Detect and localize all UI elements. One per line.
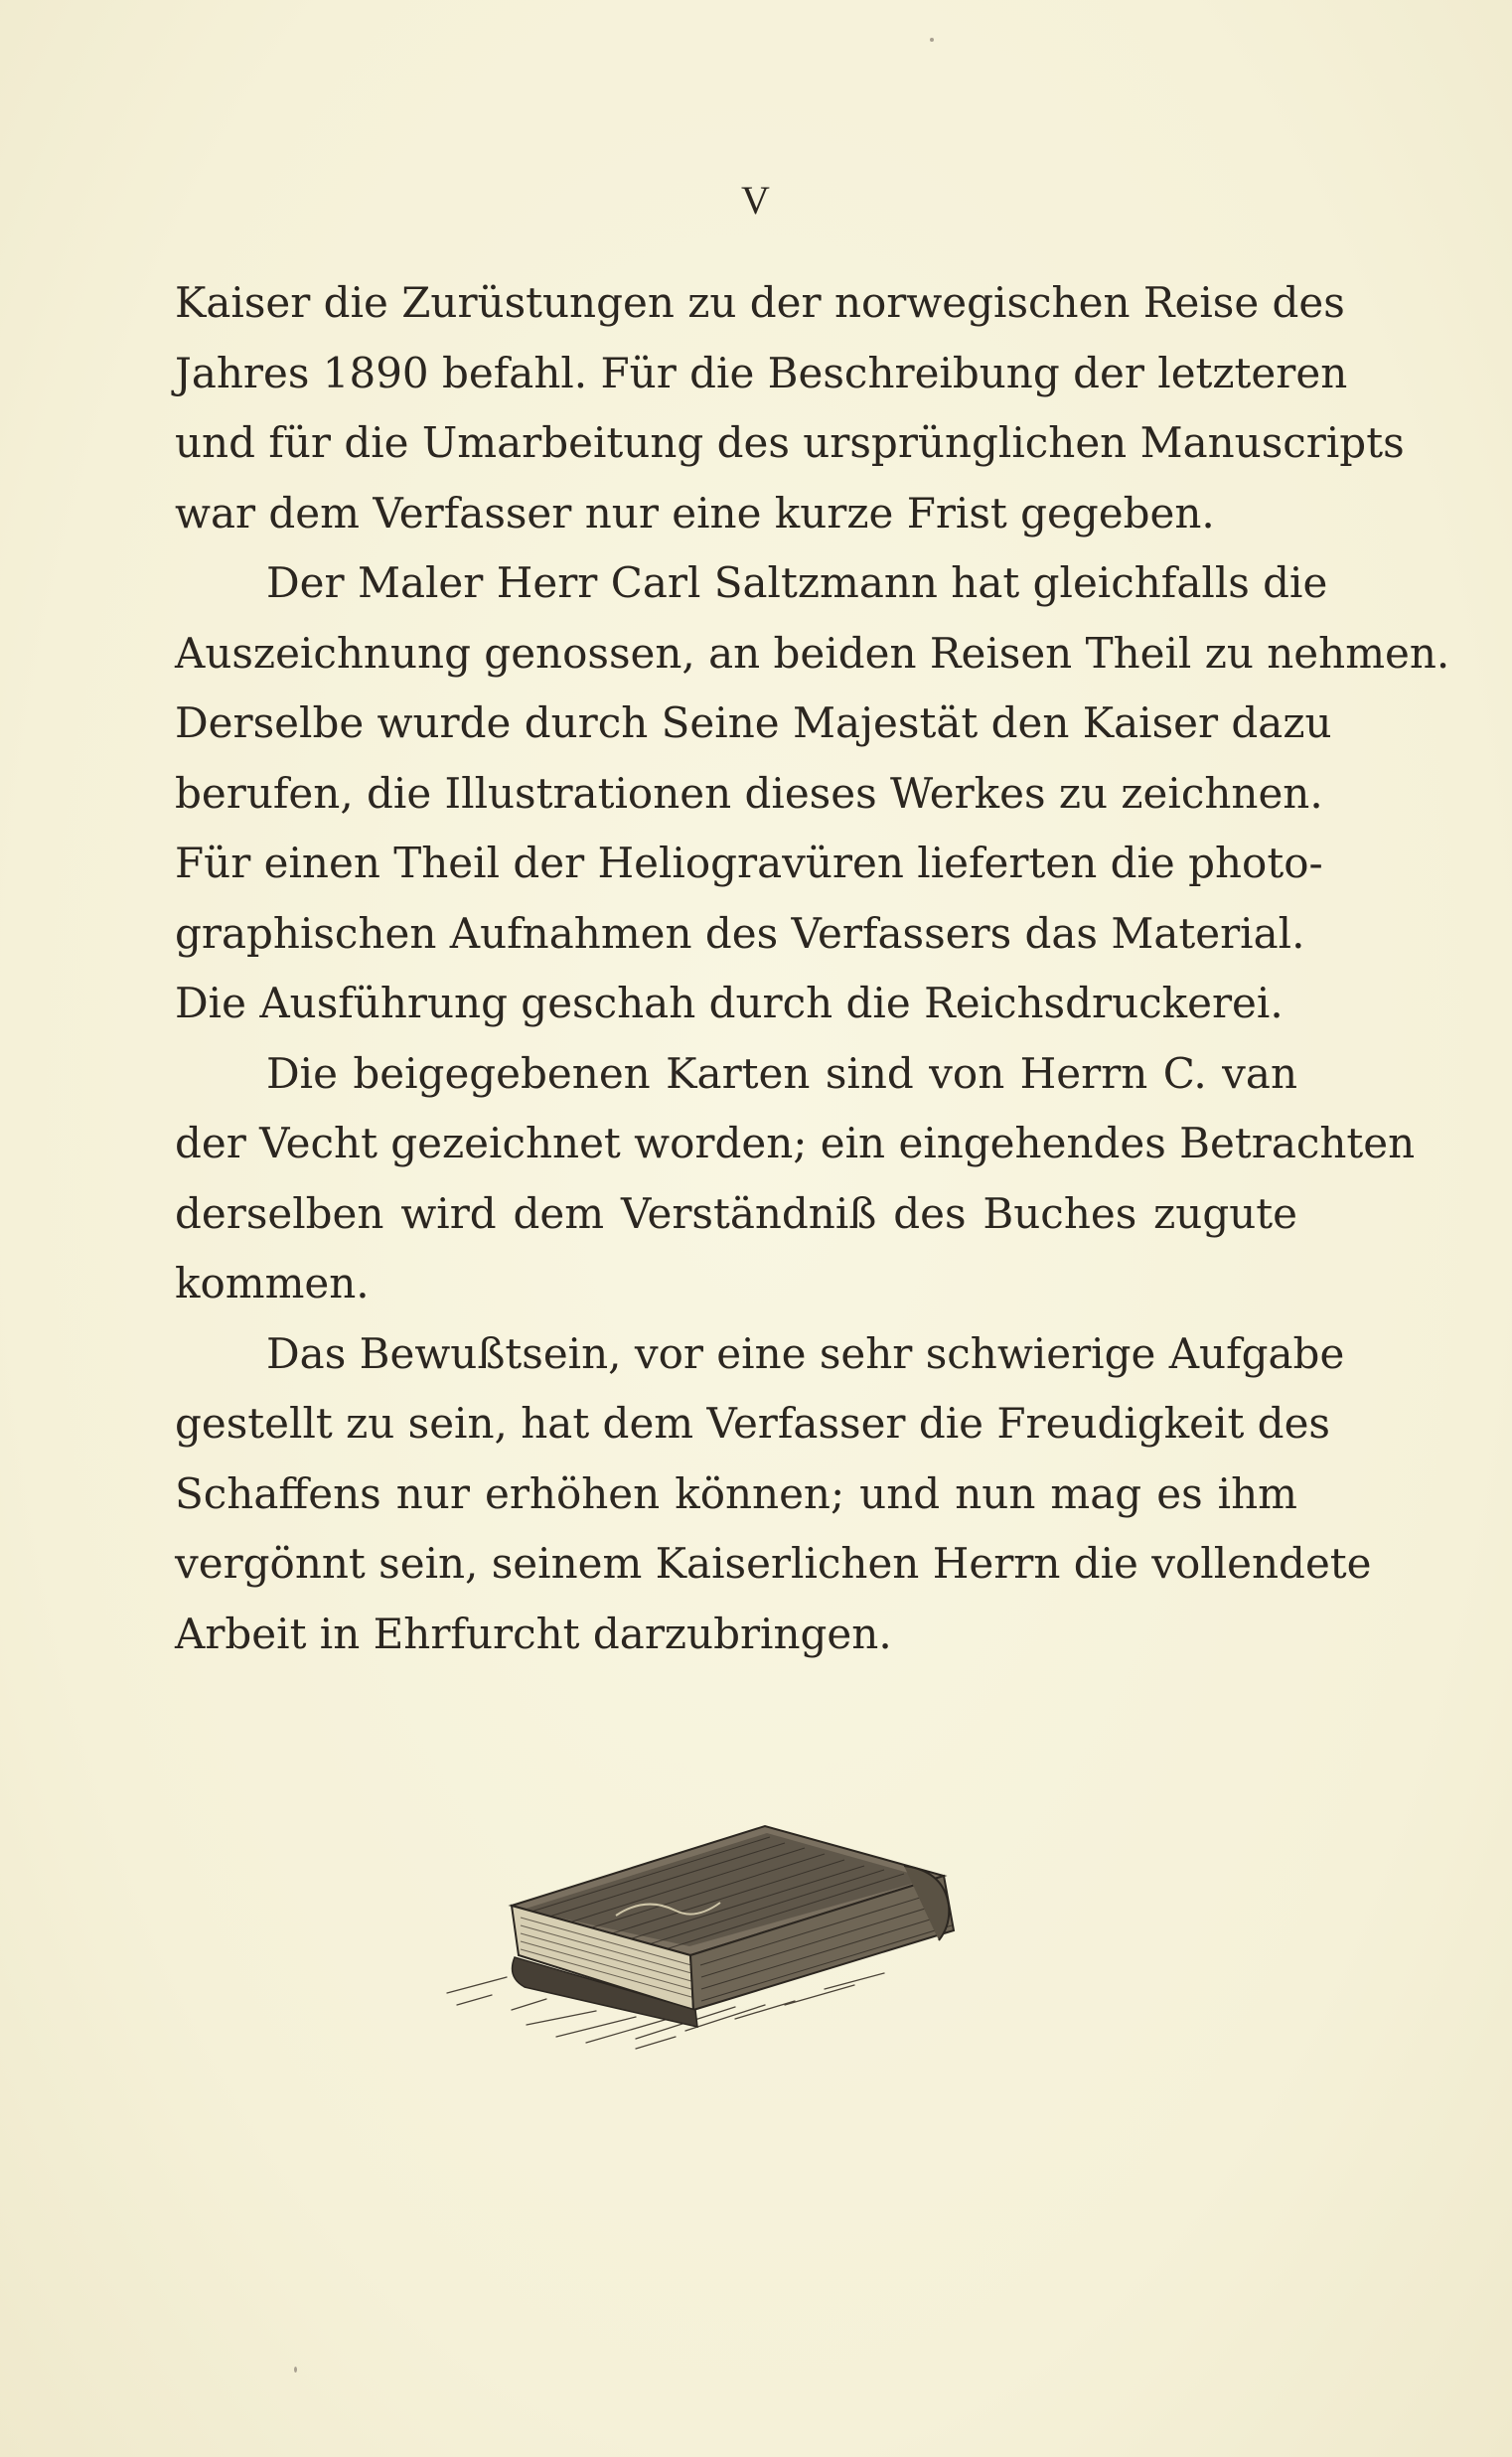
text-line: und für die Umarbeitung des ursprünglichen Manuscripts [175,418,1405,467]
closed-book-icon [437,1806,993,2065]
text-line: graphischen Aufnahmen des Verfassers das Material. [175,908,1305,958]
text-line: Die beigegebenen Karten sind von Herrn C. van [266,1048,1297,1098]
paragraph-3 [175,1039,1416,1319]
paragraph-4 [175,1319,1372,1670]
text-line: derselben wird dem Verständniß des Buches zugute [175,1188,1297,1238]
page-number: V [741,178,771,223]
text-line: Arbeit in Ehrfurcht darzubringen. [175,1609,892,1658]
text-line: Schaffens nur erhöhen können; und nun mag es ihm [175,1468,1297,1518]
body-text [175,268,1450,1669]
text-line: kommen. [175,1259,370,1307]
text-line: Auszeichnung genossen, an beiden Reisen Theil zu nehmen. [175,628,1450,678]
text-line: war dem Verfasser nur eine kurze Frist gegeben. [175,488,1215,537]
text-line: der Vecht gezeichnet worden; ein eingehendes Betrachten [175,1119,1416,1167]
text-line: Die Ausführung geschah durch die Reichsdruckerei. [175,979,1284,1027]
paper-speck [930,38,934,42]
text-line: Für einen Theil der Heliogravüren lieferten die photo- [175,839,1323,887]
paragraph-2 [175,548,1450,1039]
text-line: Jahres 1890 befahl. Für die Beschreibung der letzteren [175,348,1348,397]
text-line: gestellt zu sein, hat dem Verfasser die Freudigkeit des [175,1399,1330,1448]
text-line: Das Bewußtsein, vor eine sehr schwierige Aufgabe [266,1328,1345,1378]
text-line: Der Maler Herr Carl Saltzmann hat gleichfalls die [266,558,1328,607]
text-line: berufen, die Illustrationen dieses Werkes zu zeichnen. [175,768,1323,818]
paragraph-1 [175,268,1405,548]
text-line: Derselbe wurde durch Seine Majestät den Kaiser dazu [175,698,1332,747]
text-line: vergönnt sein, seinem Kaiserlichen Herrn die vollendete [175,1539,1372,1588]
text-line: Kaiser die Zurüstungen zu der norwegischen Reise des [175,278,1345,327]
paper-speck [294,2367,297,2373]
